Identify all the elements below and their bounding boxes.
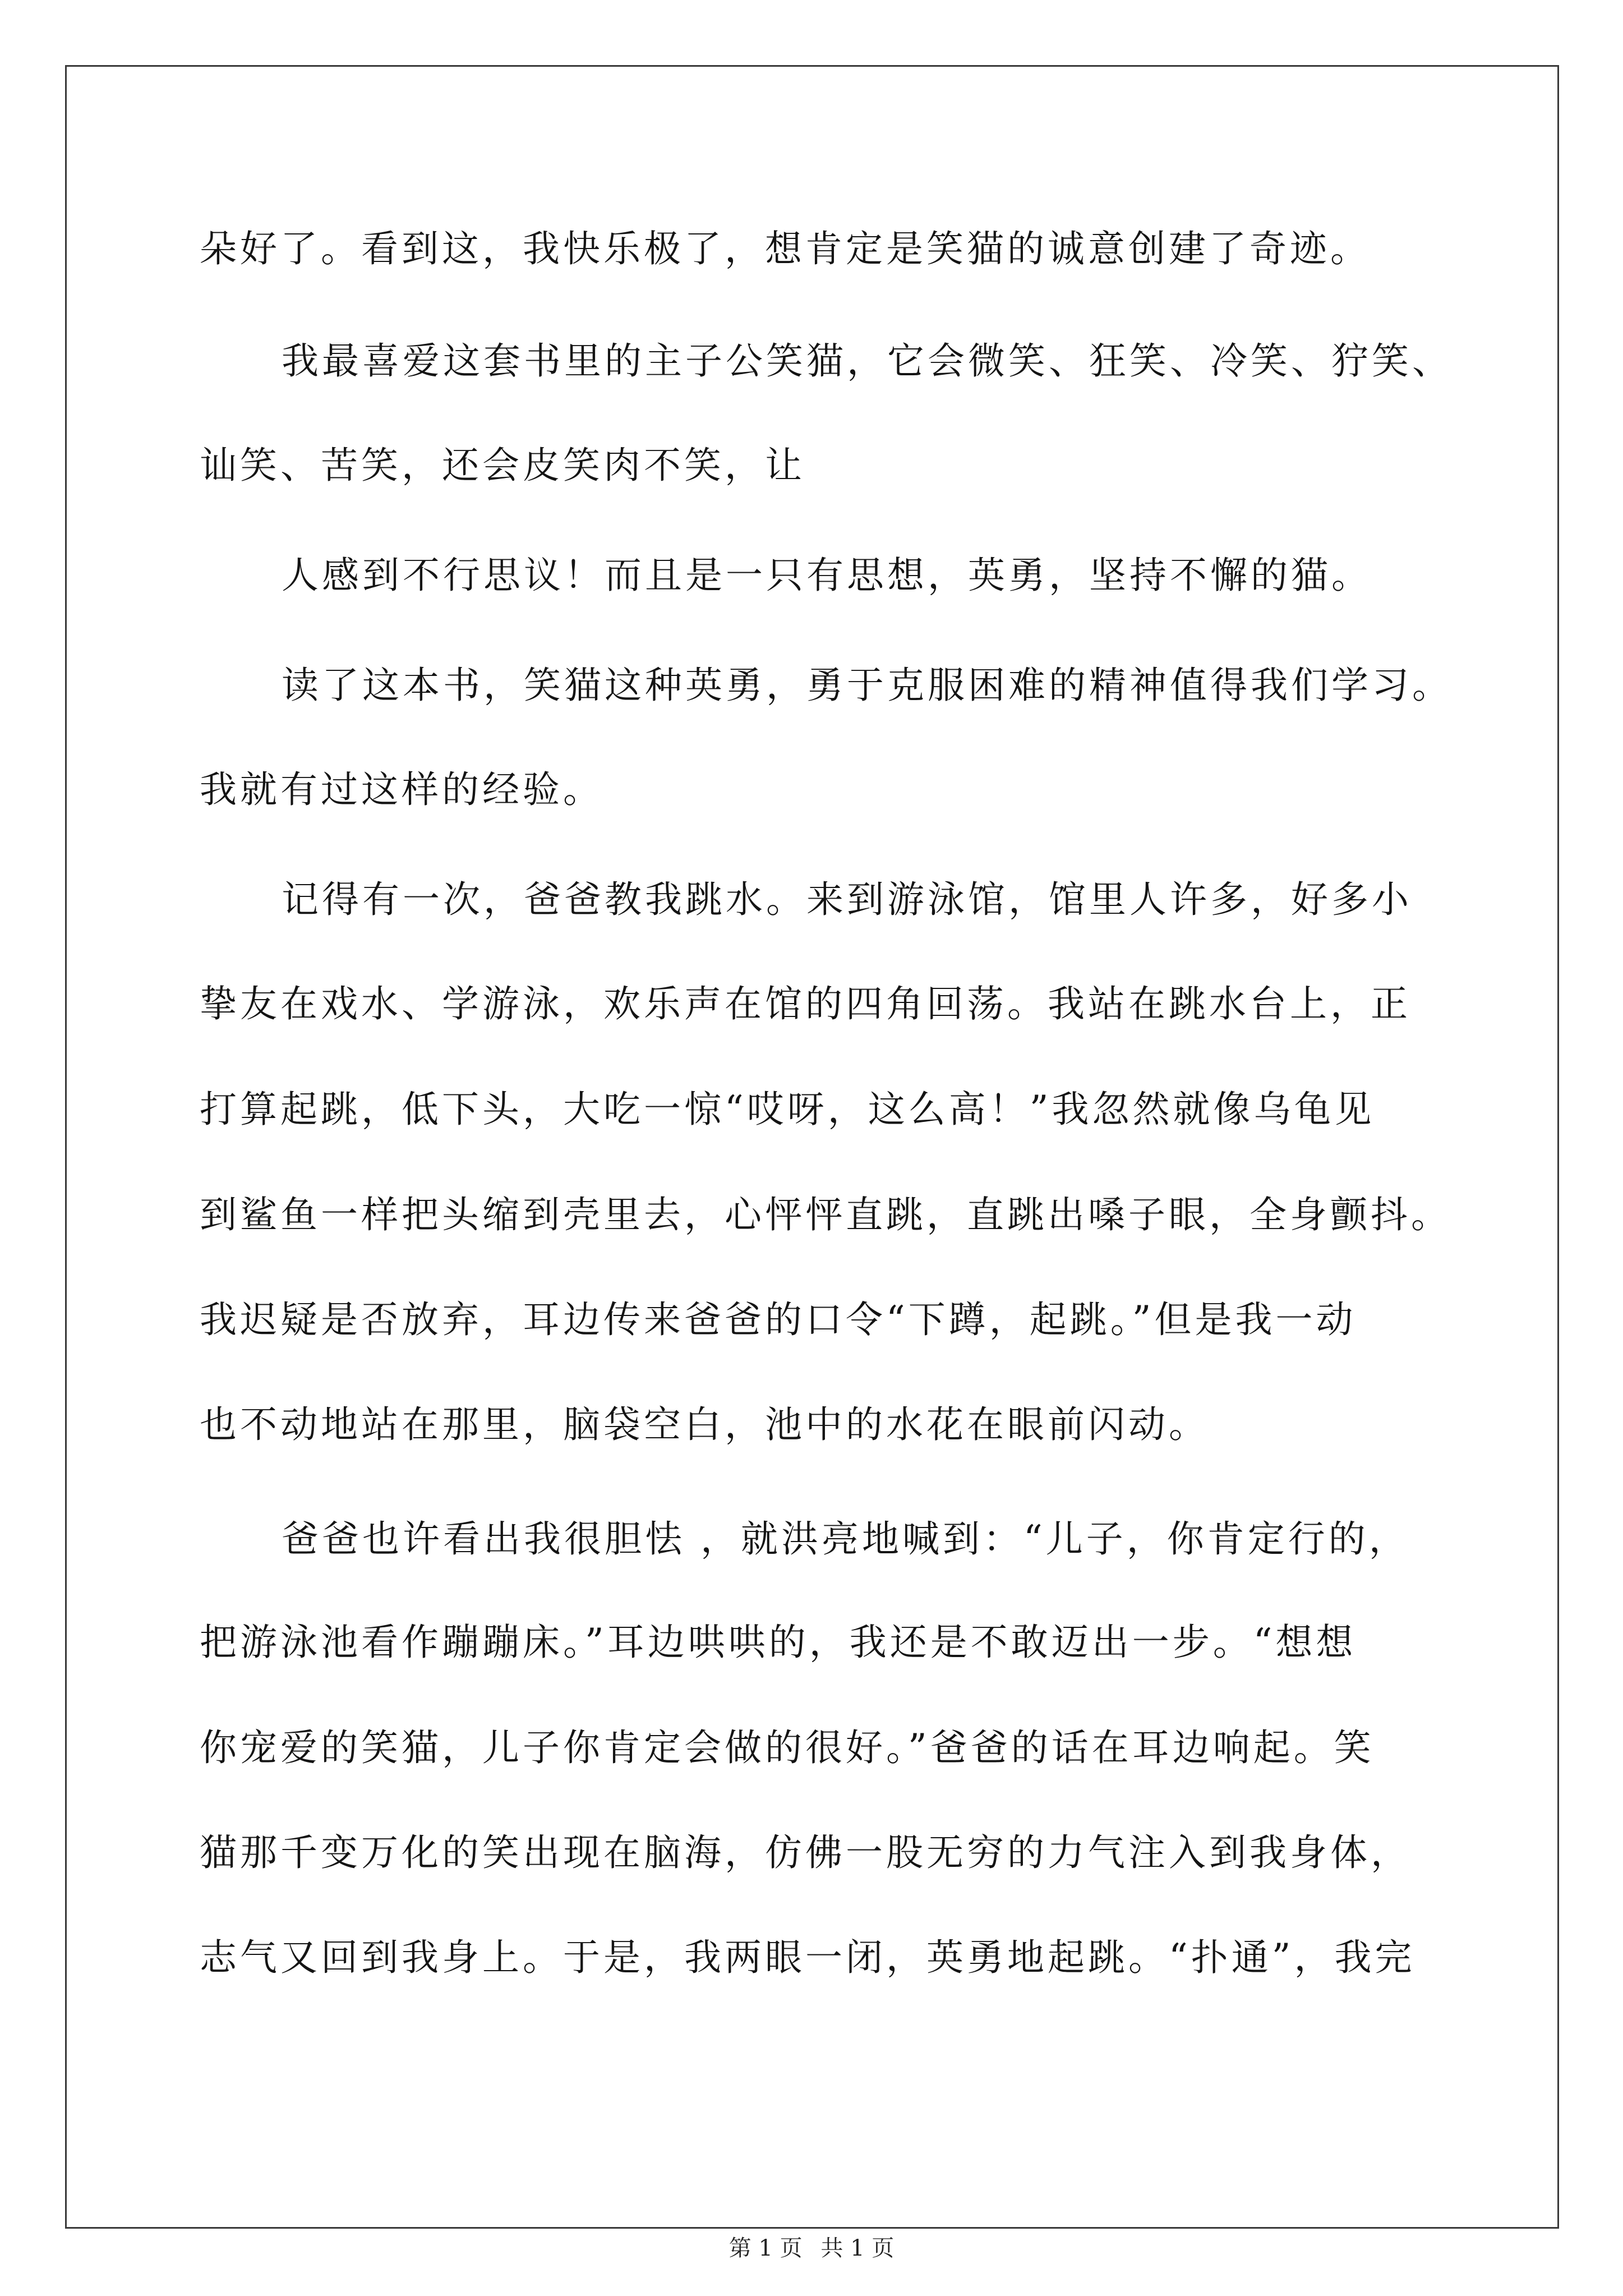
page-border [65,65,1559,2229]
text-line: 人感到不行思议！而且是一只有思想，英勇，坚持不懈的猫。 [282,554,1372,597]
text-line: 志气又回到我身上。于是，我两眼一闭，英勇地起跳。“扑通”，我完 [200,1936,1415,1979]
text-line: 记得有一次，爸爸教我跳水。来到游泳馆，馆里人许多，好多小 [282,878,1412,921]
page-total: 共 1 页 [820,2235,895,2261]
text-line: 你宠爱的笑猫，儿子你肯定会做的很好。”爸爸的话在耳边响起。笑 [200,1726,1375,1769]
page-footer [0,2230,1623,2262]
text-line: 讪笑、苦笑，还会皮笑肉不笑，让 [200,444,805,487]
text-line: 把游泳池看作蹦蹦床。”耳边哄哄的，我还是不敢迈出一步。“想想 [200,1621,1357,1664]
text-line: 打算起跳，低下头，大吃一惊“哎呀，这么高！”我忽然就像乌龟见 [200,1088,1375,1131]
text-line: 猫那千变万化的笑出现在脑海，仿佛一股无穷的力气注入到我身体， [200,1831,1411,1874]
text-line: 到鲨鱼一样把头缩到壳里去，心怦怦直跳，直跳出嗓子眼，全身颤抖。 [200,1193,1451,1236]
text-line: 挚友在戏水、学游泳，欢乐声在馆的四角回荡。我站在跳水台上，正 [200,982,1411,1025]
text-line: 我就有过这样的经验。 [200,768,603,811]
text-line: 也不动地站在那里，脑袋空白，池中的水花在眼前闪动。 [200,1403,1209,1446]
text-line: 我迟疑是否放弃，耳边传来爸爸的口令“下蹲，起跳。”但是我一动 [200,1298,1357,1341]
text-line: 朵好了。看到这，我快乐极了，想肯定是笑猫的诚意创建了奇迹。 [200,227,1371,270]
page-number: 第 1 页 [728,2235,803,2261]
text-line: 我最喜爱这套书里的主子公笑猫，它会微笑、狂笑、冷笑、狞笑、 [282,339,1453,383]
text-line: 爸爸也许看出我很胆怯 ，就洪亮地喊到：“儿子，你肯定行的， [282,1517,1409,1561]
text-line: 读了这本书，笑猫这种英勇，勇于克服困难的精神值得我们学习。 [282,664,1453,707]
